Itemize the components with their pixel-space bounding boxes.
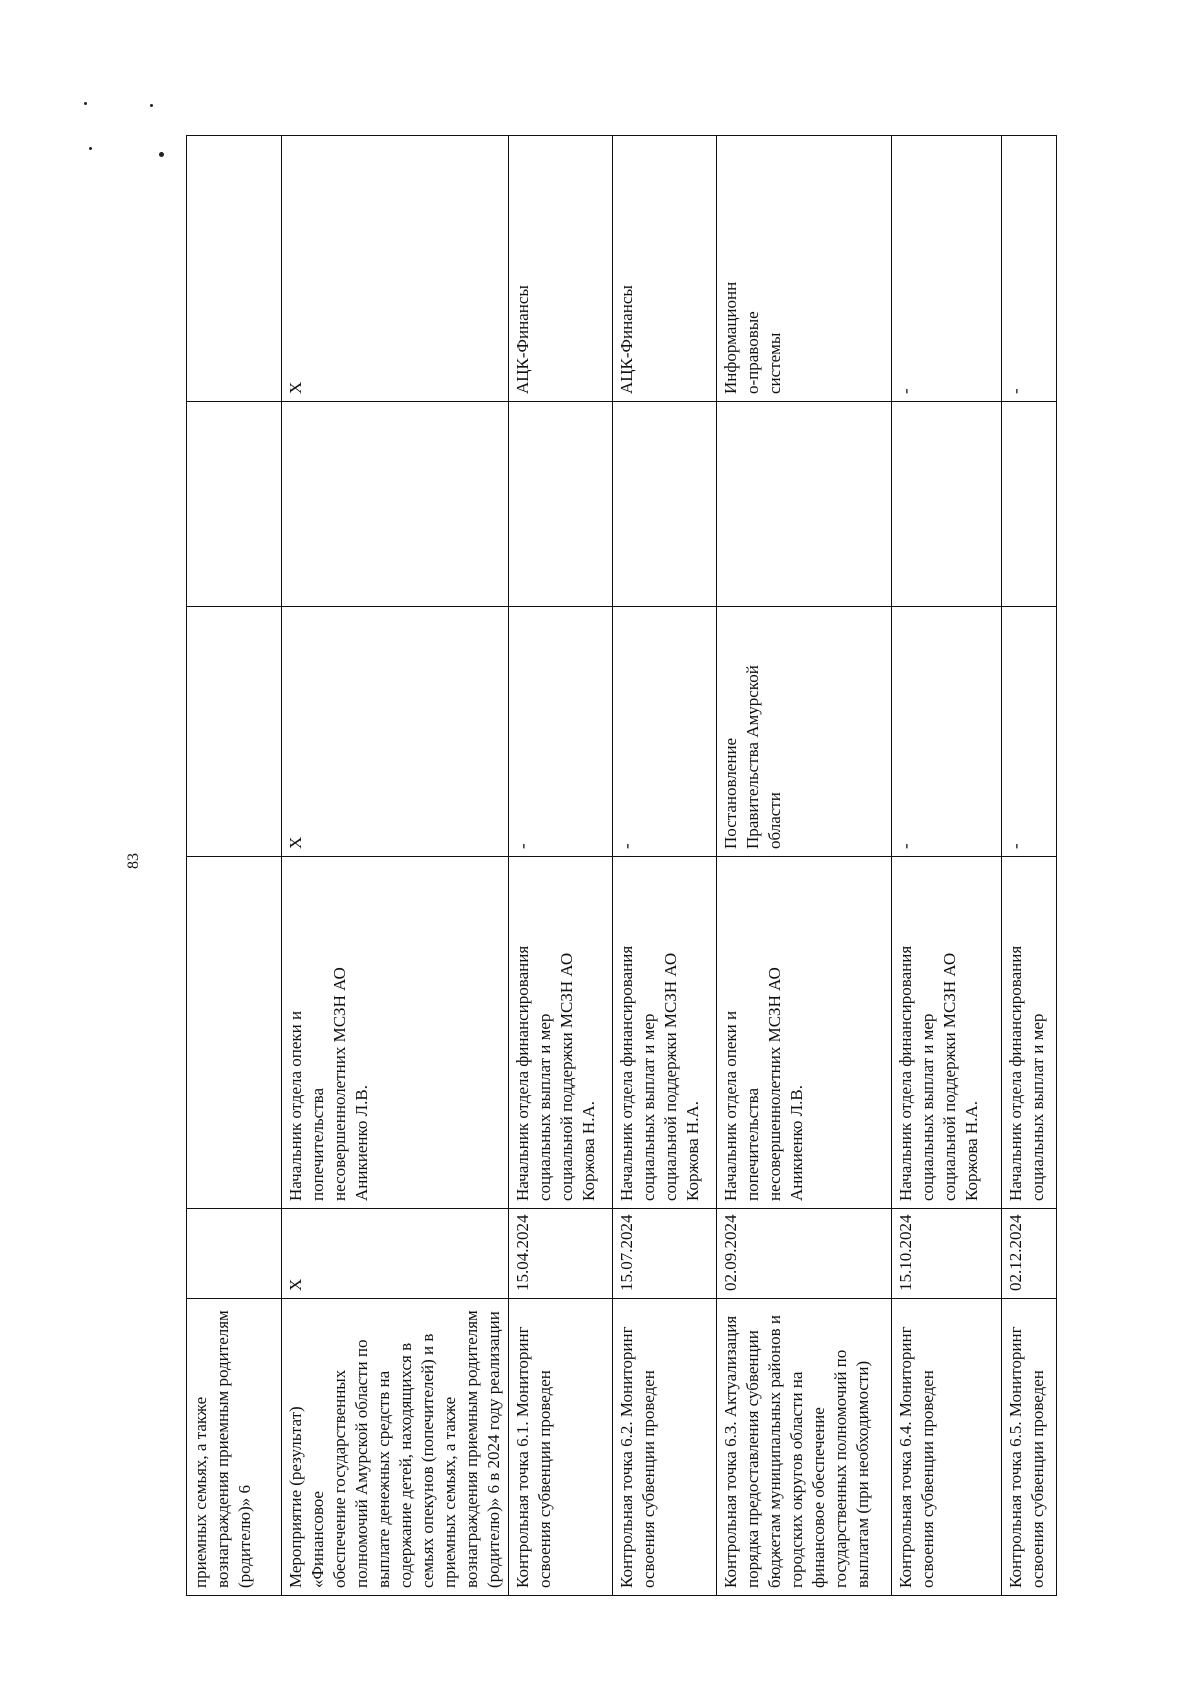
cell-system: АЦК-Финансы [613,136,717,402]
cell-responsible: Начальник отдела финансирования социальных выплат и мер социальной поддержки МСЗН АО Коржова Н.А. [509,857,613,1209]
scan-speck [89,147,92,150]
cell-date: 15.04.2024 [509,1209,613,1299]
cell-document [187,607,282,857]
cell-document: - [509,607,613,857]
cell-responsible: Начальник отдела финансирования социальных выплат и мер социальной поддержки МСЗН АО Коржова Н.А. [613,857,717,1209]
cell-document: - [1002,607,1057,857]
cell-empty [613,402,717,607]
table-row [509,136,613,1596]
scan-speck [159,152,164,157]
cell-activity: Контрольная точка 6.5. Мониторинг освоения субвенции проведен [1002,1299,1057,1596]
cell-system: - [1002,136,1057,402]
cell-system: Информационн о-правовые системы [717,136,892,402]
cell-activity: Контрольная точка 6.2. Мониторинг освоения субвенции проведен [613,1299,717,1596]
cell-empty [1002,402,1057,607]
table-row [717,136,892,1596]
page-number: 83 [125,853,142,869]
cell-responsible: Начальник отдела финансирования социальных выплат и мер социальной поддержки МСЗН АО Коржова Н.А. [892,857,1002,1209]
cell-date: 15.07.2024 [613,1209,717,1299]
cell-document: - [613,607,717,857]
scan-speck [150,104,153,107]
cell-empty [282,402,509,607]
cell-system: - [892,136,1002,402]
cell-empty [717,402,892,607]
cell-activity: Контрольная точка 6.1. Мониторинг освоения субвенции проведен [509,1299,613,1596]
rotated-table-container [186,136,1047,1596]
cell-activity: Контрольная точка 6.3. Актуализация порядка предоставления субвенции бюджетам муниципальных районов и городских округов области на финансовое обеспечение государственных полномочий по выплатам (при необходимости) [717,1299,892,1596]
cell-date: 02.12.2024 [1002,1209,1057,1299]
cell-date: 15.10.2024 [892,1209,1002,1299]
cell-system: X [282,136,509,402]
cell-responsible: Начальник отдела опеки и попечительства несовершеннолетних МСЗН АО Аникиенко Л.В. [282,857,509,1209]
table-row [613,136,717,1596]
cell-responsible [187,857,282,1209]
table-row [1002,136,1057,1596]
cell-responsible: Начальник отдела опеки и попечительства несовершеннолетних МСЗН АО Аникиенко Л.В. [717,857,892,1209]
cell-activity: Мероприятие (результат) «Финансовое обеспечение государственных полномочий Амурской области по выплате денежных средств на содержание детей, находящихся в семьях опекунов (попечителей) и в приемных семьях, а также вознаграждения приемным родителям (родителю)» 6 в 2024 году реализации [282,1299,509,1596]
table-row [892,136,1002,1596]
cell-date: X [282,1209,509,1299]
cell-document: - [892,607,1002,857]
cell-system [187,136,282,402]
cell-activity: приемных семьях, а также вознаграждения приемным родителям (родителю)» 6 [187,1299,282,1596]
cell-document: Постановление Правительства Амурской области [717,607,892,857]
plan-table [186,135,1057,1596]
cell-document: X [282,607,509,857]
cell-system: АЦК-Финансы [509,136,613,402]
cell-responsible: Начальник отдела финансирования социальных выплат и мер [1002,857,1057,1209]
cell-empty [509,402,613,607]
cell-date: 02.09.2024 [717,1209,892,1299]
table-row [282,136,509,1596]
cell-activity: Контрольная точка 6.4. Мониторинг освоения субвенции проведен [892,1299,1002,1596]
scan-speck [84,102,87,105]
table-row [187,136,282,1596]
cell-empty [892,402,1002,607]
cell-empty [187,402,282,607]
cell-date [187,1209,282,1299]
